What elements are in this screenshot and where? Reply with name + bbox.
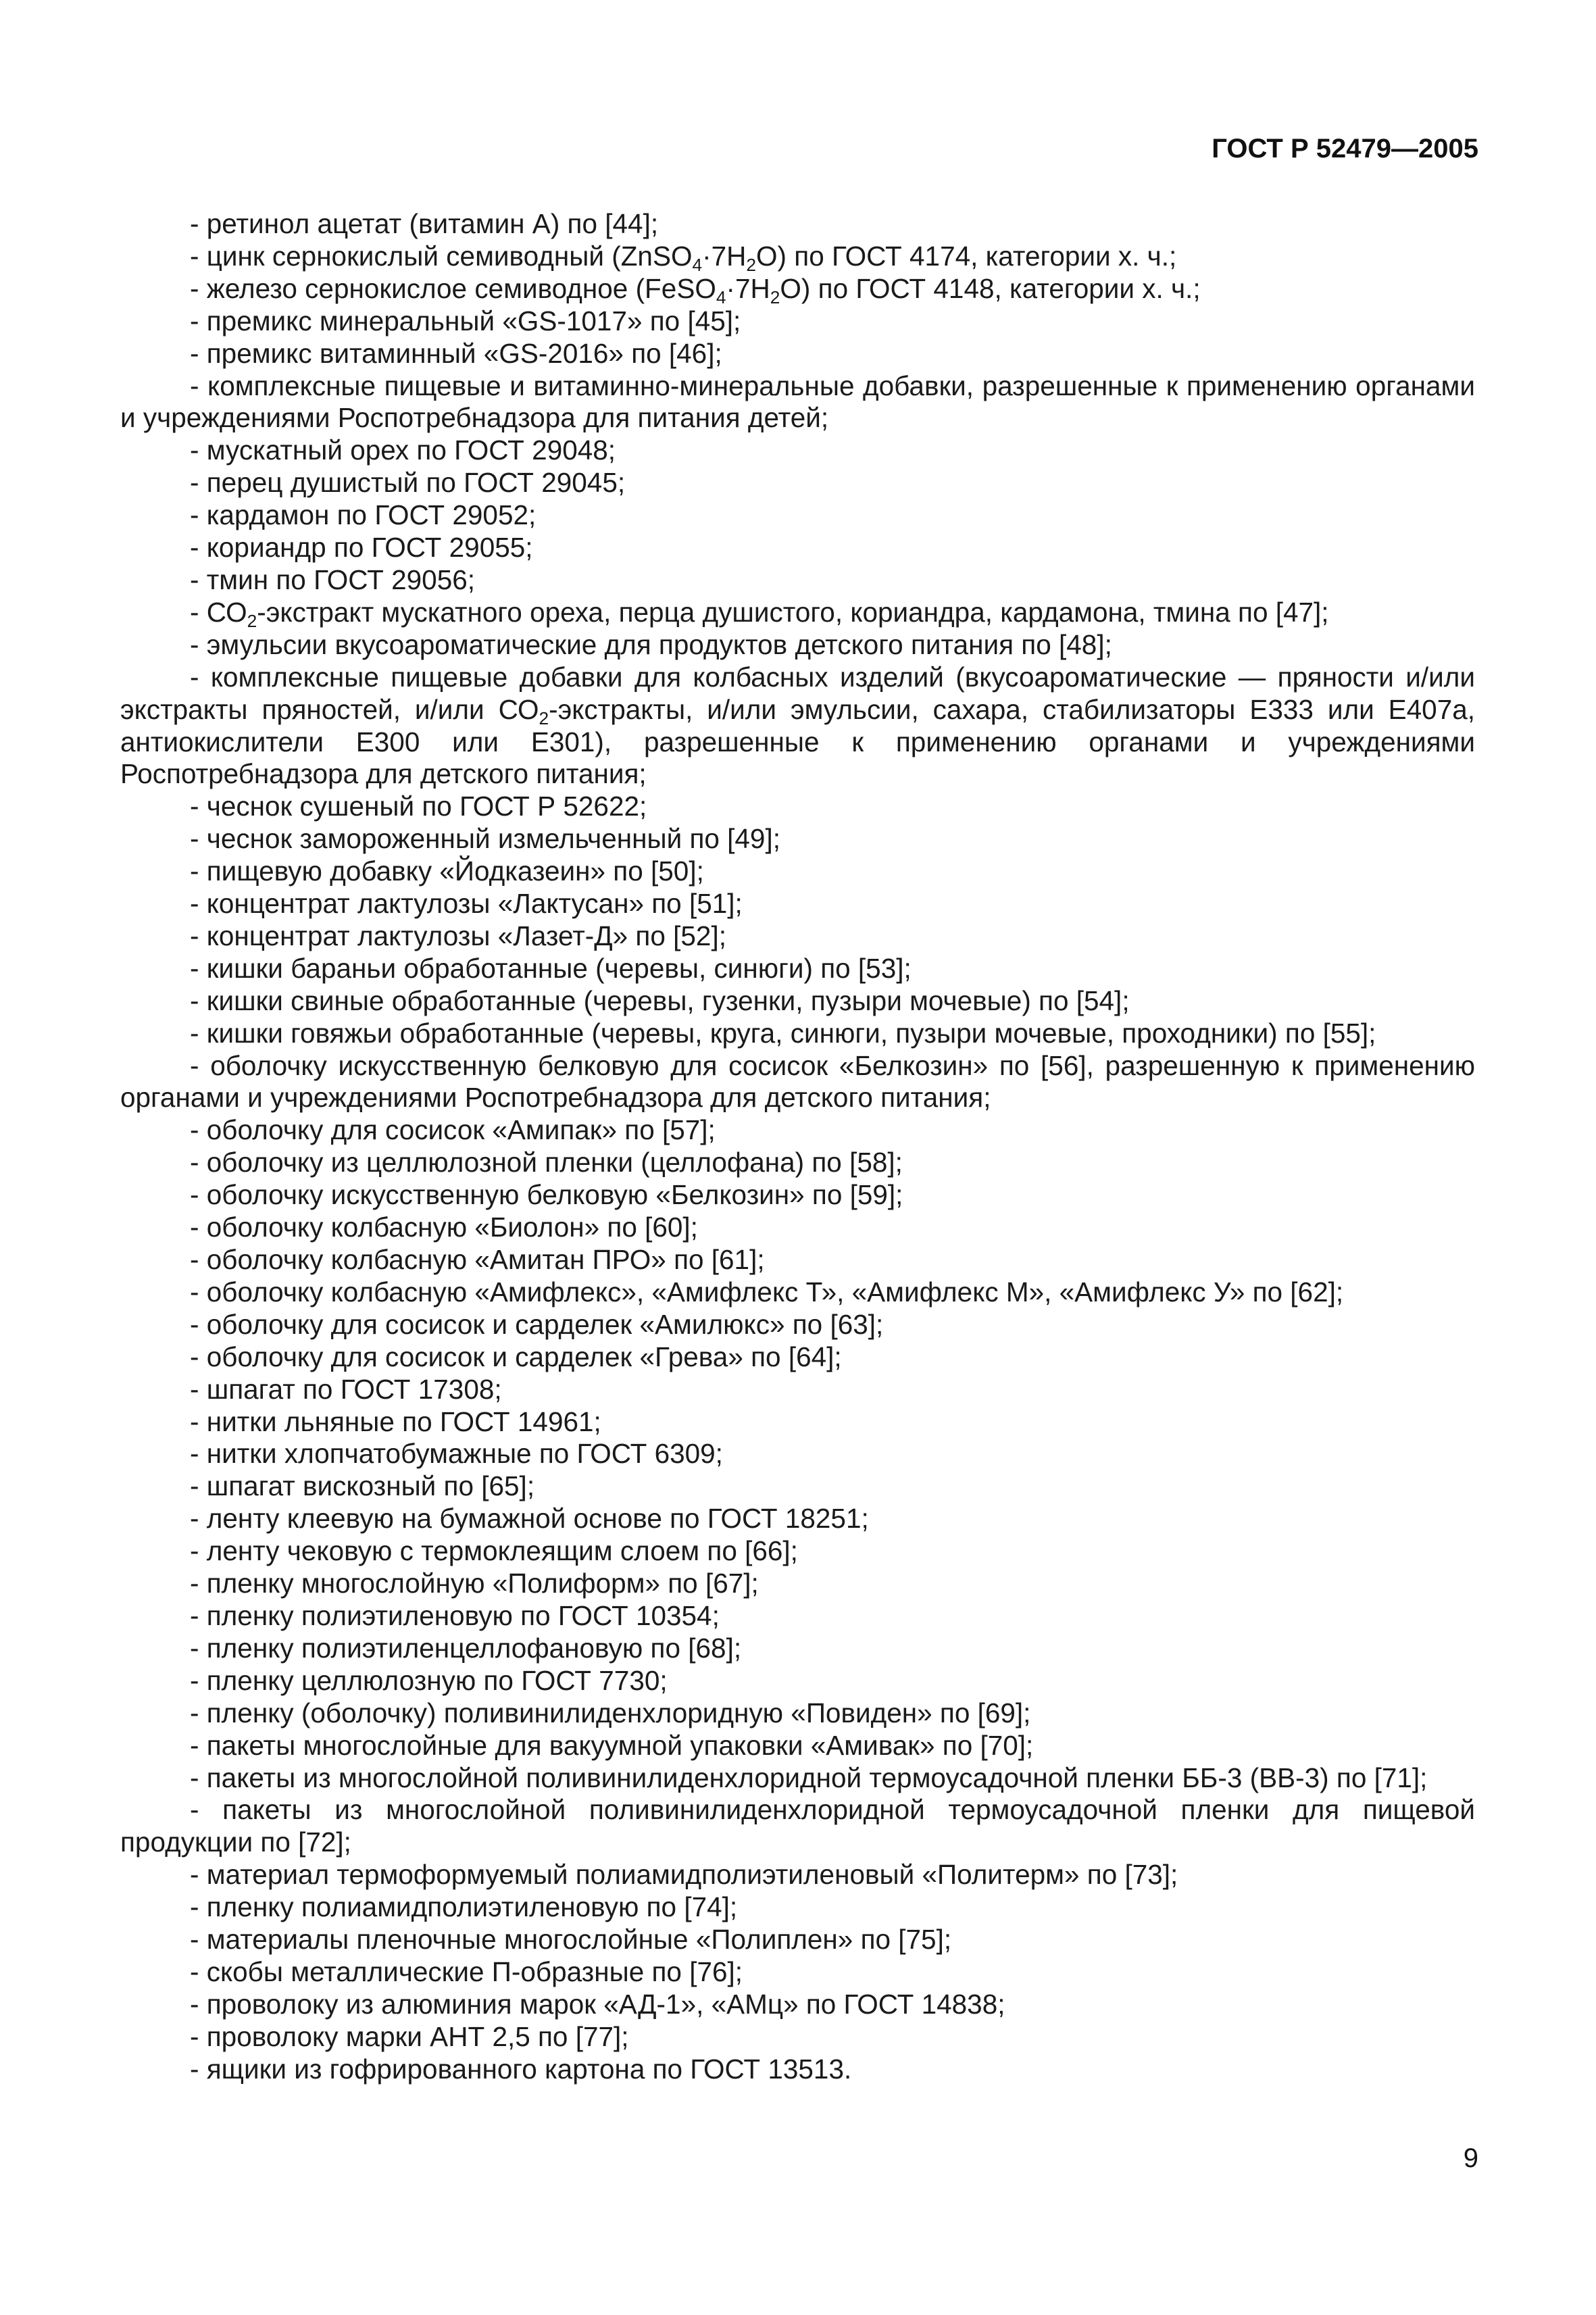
list-item: - оболочку для сосисок «Амипак» по [57]; bbox=[190, 1114, 716, 1146]
list-item: - шпагат по ГОСТ 17308; bbox=[190, 1373, 502, 1405]
list-item: - ленту клеевую на бумажной основе по ГОСТ 18251; bbox=[190, 1503, 869, 1535]
list-item: - оболочку колбасную «Амифлекс», «Амифлекс Т», «Амифлекс М», «Амифлекс У» по [62]; bbox=[190, 1276, 1344, 1308]
list-item: - тмин по ГОСТ 29056; bbox=[190, 564, 476, 595]
list-item: - пищевую добавку «Йодказеин» по [50]; bbox=[190, 855, 704, 887]
list-item: - нитки хлопчатобумажные по ГОСТ 6309; bbox=[190, 1438, 723, 1470]
list-item: - пакеты из многослойной поливинилиденхлоридной термоусадочной пленки для пищевой продукции по [72]; bbox=[120, 1794, 1475, 1858]
list-item: - шпагат вискозный по [65]; bbox=[190, 1470, 535, 1502]
list-item: - комплексные пищевые и витаминно-минеральные добавки, разрешенные к применению органами и учреждениями Роспотребнадзора для питания детей; bbox=[120, 370, 1475, 434]
list-item: - скобы металлические П-образные по [76]; bbox=[190, 1956, 743, 1987]
list-item: - чеснок замороженный измельченный по [49]; bbox=[190, 823, 780, 855]
document-code-header: ГОСТ Р 52479—2005 bbox=[1212, 134, 1478, 164]
list-item: - ящики из гофрированного картона по ГОСТ 13513. bbox=[190, 2053, 852, 2085]
list-item: - пленку полиэтиленовую по ГОСТ 10354; bbox=[190, 1599, 720, 1631]
list-item: - проволоку из алюминия марок «АД-1», «АМц» по ГОСТ 14838; bbox=[190, 1988, 1005, 2020]
list-item: - пленку (оболочку) поливинилиденхлоридную «Повиден» по [69]; bbox=[190, 1697, 1031, 1728]
list-item: - перец душистый по ГОСТ 29045; bbox=[190, 467, 626, 499]
list-item: - пакеты многослойные для вакуумной упаковки «Амивак» по [70]; bbox=[190, 1729, 1034, 1761]
list-item: - премикс витаминный «GS-2016» по [46]; bbox=[190, 337, 722, 369]
list-item: - пленку полиэтиленцеллофановую по [68]; bbox=[190, 1632, 742, 1664]
list-item: - железо сернокислое семиводное $(FeSO_4\cdot 7H_2O)$ по ГОСТ 4148, категории х. ч.; bbox=[190, 272, 1201, 307]
list-item: - пакеты из многослойной поливинилиденхлоридной термоусадочной пленки ББ-3 (ВВ-3) по [71]; bbox=[190, 1762, 1428, 1793]
page-number: 9 bbox=[1463, 2143, 1478, 2173]
list-item: - оболочку колбасную «Биолон» по [60]; bbox=[190, 1212, 698, 1243]
list-item: - кардамон по ГОСТ 29052; bbox=[190, 499, 537, 531]
list-item: - оболочку колбасную «Амитан ПРО» по [61]; bbox=[190, 1244, 765, 1275]
list-item: - концентрат лактулозы «Лазет-Д» по [52]; bbox=[190, 920, 726, 951]
list-item: - премикс минеральный «GS-1017» по [45]; bbox=[190, 305, 741, 337]
list-item: - кишки говяжьи обработанные (черевы, круга, синюги, пузыри мочевые, проходники) по [55]; bbox=[190, 1017, 1376, 1049]
list-item: - комплексные пищевые добавки для колбасных изделий (вкусоароматические — пряности и/или экстракты пряностей, и/или $СО_2$-экстракты, и/или эмульсии, сахара, стабилизаторы Е333 или Е407а, антиокислители Е300 или Е301), разрешенные к применению органами и учреждениями Роспотребнадзора для детского питания; bbox=[120, 661, 1475, 790]
list-item: - кишки бараньи обработанные (черевы, синюги) по [53]; bbox=[190, 952, 912, 984]
list-item: - материал термоформуемый полиамидполиэтиленовый «Политерм» по [73]; bbox=[190, 1859, 1178, 1891]
list-item: - мускатный орех по ГОСТ 29048; bbox=[190, 434, 616, 466]
list-item: - проволоку марки АНТ 2,5 по [77]; bbox=[190, 2020, 629, 2052]
list-item: - пленку полиамидполиэтиленовую по [74]; bbox=[190, 1891, 738, 1923]
list-item: - оболочку искусственную белковую «Белкозин» по [59]; bbox=[190, 1179, 903, 1211]
list-item: - материалы пленочные многослойные «Полиплен» по [75]; bbox=[190, 1924, 952, 1956]
list-item: - оболочку для сосисок и сарделек «Амилюкс» по [63]; bbox=[190, 1308, 884, 1340]
list-item: - $СО_2$-экстракт мускатного ореха, перца душистого, кориандра, кардамона, тмина по [47]; bbox=[190, 596, 1329, 631]
list-item: - эмульсии вкусоароматические для продуктов детского питания по [48]; bbox=[190, 628, 1112, 660]
list-item: - цинк сернокислый семиводный $(ZnSO_4\cdot 7H_2O)$ по ГОСТ 4174, категории х. ч.; bbox=[190, 240, 1177, 275]
list-item: - ленту чековую с термоклеящим слоем по [66]; bbox=[190, 1535, 798, 1567]
list-item: - оболочку из целлюлозной пленки (целлофана) по [58]; bbox=[190, 1147, 903, 1178]
document-body bbox=[120, 208, 1475, 2086]
list-item: - концентрат лактулозы «Лактусан» по [51]; bbox=[190, 888, 743, 920]
list-item: - ретинол ацетат (витамин А) по [44]; bbox=[190, 208, 659, 239]
list-item: - оболочку для сосисок и сарделек «Грева» по [64]; bbox=[190, 1341, 842, 1372]
list-item: - кишки свиные обработанные (черевы, гузенки, пузыри мочевые) по [54]; bbox=[190, 985, 1130, 1016]
list-item: - оболочку искусственную белковую для сосисок «Белкозин» по [56], разрешенную к применению органами и учреждениями Роспотребнадзора для детского питания; bbox=[120, 1049, 1475, 1114]
list-item: - кориандр по ГОСТ 29055; bbox=[190, 532, 533, 564]
list-item: - пленку целлюлозную по ГОСТ 7730; bbox=[190, 1664, 668, 1696]
list-item: - пленку многослойную «Полиформ» по [67]; bbox=[190, 1568, 759, 1599]
list-item: - чеснок сушеный по ГОСТ Р 52622; bbox=[190, 791, 647, 822]
list-item: - нитки льняные по ГОСТ 14961; bbox=[190, 1405, 601, 1437]
